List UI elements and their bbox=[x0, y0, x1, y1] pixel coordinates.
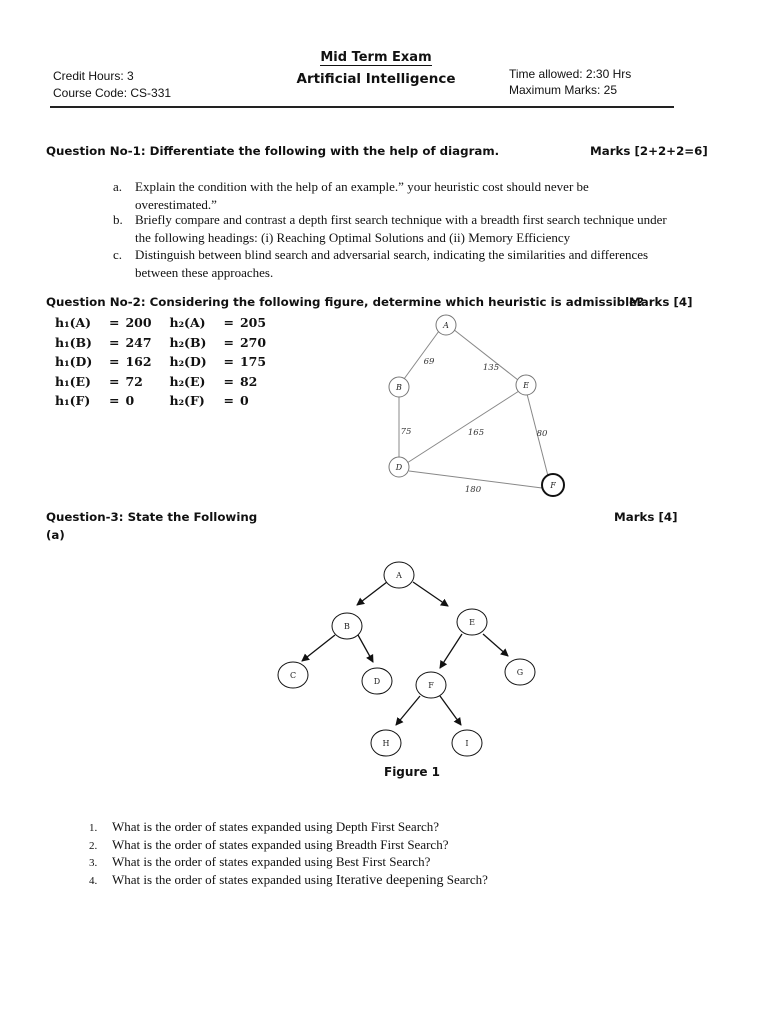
heuristic-row: h₁(B) = 247 h₂(B) = 270 bbox=[55, 334, 267, 350]
tree-node-b-label: B bbox=[344, 622, 350, 631]
tree-node-h-label: H bbox=[382, 739, 390, 748]
list-item: 4. What is the order of states expanded using Iterative deepening Search? bbox=[89, 872, 488, 889]
edge-weight-d-e: 165 bbox=[467, 428, 485, 438]
question-2-heading: Question No-2: Considering the following figure, determine which heuristic is admissible? bbox=[46, 295, 644, 309]
tree-edge-b-d bbox=[358, 635, 373, 662]
question-3-marks: Marks [4] bbox=[614, 510, 678, 524]
tree-node-i-label: I bbox=[465, 739, 469, 748]
tree-node-d-label: D bbox=[373, 677, 381, 686]
question-3-part-a: (a) bbox=[46, 528, 65, 542]
tree-edge-f-h bbox=[396, 696, 420, 725]
edge-weight-a-e: 135 bbox=[482, 363, 500, 373]
tree-edge-e-g bbox=[483, 634, 508, 656]
list-item: 1. What is the order of states expanded using Depth First Search? bbox=[89, 819, 440, 834]
time-allowed: Time allowed: 2:30 Hrs bbox=[509, 67, 632, 81]
tree-node-g-label: G bbox=[516, 668, 524, 677]
tree-edge-e-f bbox=[440, 634, 462, 668]
tree-node-f-label: F bbox=[428, 681, 434, 690]
maximum-marks: Maximum Marks: 25 bbox=[509, 83, 618, 97]
edge-weight-e-f: 80 bbox=[536, 429, 548, 439]
heuristic-row: h₁(A) = 200 h₂(A) = 205 bbox=[55, 315, 267, 330]
tree-node-c-label: C bbox=[289, 671, 297, 680]
heuristic-row: h₁(F) = 0 h₂(F) = 0 bbox=[55, 393, 249, 409]
edge-weight-b-d: 75 bbox=[400, 427, 412, 437]
edge-weight-d-f: 180 bbox=[464, 485, 482, 495]
credit-hours: Credit Hours: 3 bbox=[53, 69, 134, 83]
edge-weight-a-b: 69 bbox=[423, 357, 435, 367]
weighted-graph-figure bbox=[380, 308, 580, 508]
tree-edge-a-b bbox=[357, 582, 387, 605]
graph-node-b-label: B bbox=[396, 383, 402, 392]
question-2-marks: Marks [4] bbox=[629, 295, 693, 309]
course-name: Artificial Intelligence bbox=[296, 71, 456, 87]
question-1-item-b: b. Briefly compare and contrast a depth first search technique with a breadth first search technique under the following headings: (i) Reaching Optimal Solutions and (ii) Memory Efficiency bbox=[113, 212, 667, 245]
question-1-heading: Question No-1: Differentiate the following with the help of diagram. bbox=[46, 144, 500, 158]
edge-d-e bbox=[407, 391, 519, 463]
tree-edge-a-e bbox=[413, 582, 448, 606]
heuristic-row: h₁(D) = 162 h₂(D) = 175 bbox=[55, 354, 267, 370]
tree-edge-f-i bbox=[440, 696, 461, 725]
tree-node-a-label: A bbox=[396, 571, 402, 580]
header-divider bbox=[50, 106, 674, 108]
question-3-list bbox=[89, 819, 488, 890]
question-3-heading: Question-3: State the Following bbox=[46, 510, 258, 524]
search-tree-figure bbox=[270, 555, 540, 760]
figure-caption: Figure 1 bbox=[384, 765, 441, 779]
question-1-item-c: c. Distinguish between blind search and adversarial search, indicating the similarities and differences between these approaches. bbox=[113, 247, 649, 280]
heuristic-table bbox=[52, 313, 269, 411]
graph-node-a-label: A bbox=[443, 321, 449, 330]
tree-node-e-label: E bbox=[469, 618, 475, 627]
exam-title: Mid Term Exam bbox=[320, 50, 432, 65]
heuristic-row: h₁(E) = 72 h₂(E) = 82 bbox=[55, 373, 258, 389]
edge-a-b bbox=[404, 331, 439, 379]
question-1-marks: Marks [2+2+2=6] bbox=[590, 144, 708, 158]
graph-node-d-label: D bbox=[395, 463, 403, 472]
graph-node-e-label: E bbox=[523, 381, 529, 390]
course-code: Course Code: CS-331 bbox=[53, 86, 172, 100]
question-1-item-a: a. Explain the condition with the help of an example.” your heuristic cost should never be overestimated.” bbox=[113, 179, 589, 212]
list-item: 2. What is the order of states expanded using Breadth First Search? bbox=[89, 836, 449, 852]
graph-node-f-label: F bbox=[550, 481, 556, 490]
list-item: 3. What is the order of states expanded using Best First Search? bbox=[89, 854, 431, 870]
tree-edge-b-c bbox=[302, 635, 335, 661]
